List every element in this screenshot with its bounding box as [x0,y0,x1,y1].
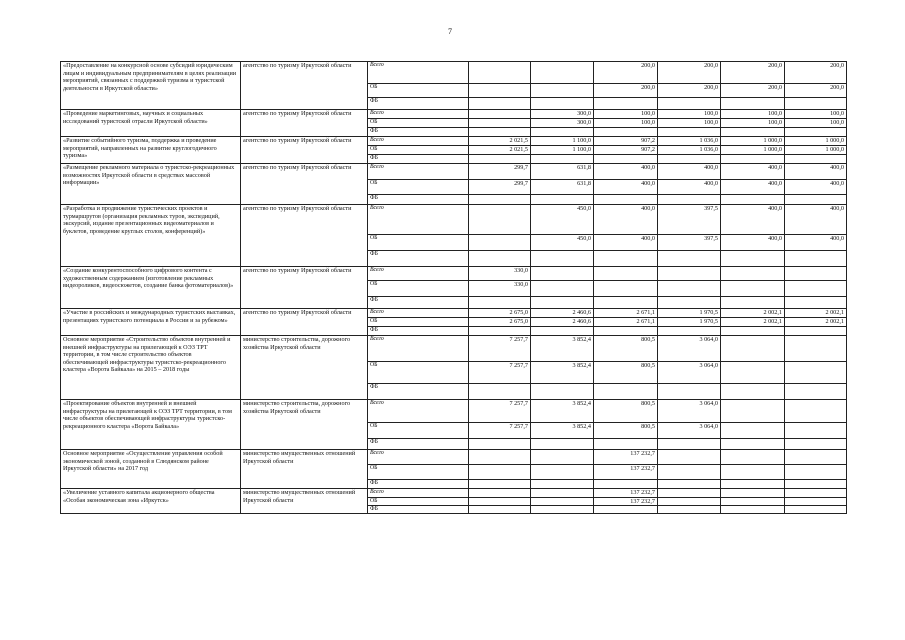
amount-cell [469,128,531,137]
funding-source: ФБ [368,506,469,514]
amount-cell: 1 000,0 [785,146,847,155]
amount-cell [531,267,594,281]
amount-cell: 3 064,0 [658,336,721,362]
amount-cell [469,195,531,205]
funding-source: ФБ [368,128,469,137]
amount-cell: 800,5 [594,362,658,384]
amount-cell [594,281,658,297]
amount-cell [721,195,785,205]
funding-source: Всего [368,62,469,84]
amount-cell [531,84,594,98]
activity-name: «Развитие событийного туризма, поддержка и проведение мероприятий, направленных на развитие круглогодичного туризма» [61,137,241,164]
amount-cell [658,128,721,137]
executor: министерство имущественных отношений Иркутской области [241,489,368,514]
amount-cell [721,327,785,336]
amount-cell [721,480,785,489]
amount-cell [658,251,721,267]
amount-cell [469,497,531,506]
executor: агентство по туризму Иркутской области [241,62,368,110]
funding-source: ФБ [368,439,469,450]
amount-cell: 631,8 [531,164,594,180]
amount-cell [531,465,594,480]
funding-source: ОБ [368,235,469,251]
funding-source: ОБ [368,84,469,98]
amount-cell [469,84,531,98]
table-row [61,336,847,362]
amount-cell: 137 232,7 [594,497,658,506]
amount-cell [721,336,785,362]
amount-cell: 200,0 [594,84,658,98]
funding-source: ФБ [368,384,469,400]
amount-cell: 200,0 [785,62,847,84]
amount-cell [785,450,847,465]
amount-cell [785,362,847,384]
amount-cell [658,297,721,309]
amount-cell [531,155,594,164]
amount-cell [785,297,847,309]
amount-cell: 2 002,1 [721,309,785,318]
executor: агентство по туризму Иркутской области [241,137,368,164]
amount-cell [658,98,721,110]
amount-cell [594,384,658,400]
amount-cell: 200,0 [785,84,847,98]
table-row [61,489,847,498]
amount-cell: 400,0 [721,235,785,251]
amount-cell [721,384,785,400]
amount-cell: 330,0 [469,267,531,281]
amount-cell: 400,0 [658,180,721,195]
executor: агентство по туризму Иркутской области [241,205,368,267]
amount-cell [658,384,721,400]
amount-cell: 400,0 [785,164,847,180]
amount-cell: 137 232,7 [594,489,658,498]
activity-name: «Размещение рекламного материала о туристско-рекреационных возможностях Иркутской области в средствах массовой информации» [61,164,241,205]
amount-cell: 7 257,7 [469,336,531,362]
amount-cell: 1 000,0 [721,137,785,146]
amount-cell: 100,0 [594,110,658,119]
table-row [61,137,847,146]
amount-cell: 200,0 [721,62,785,84]
amount-cell [469,155,531,164]
activity-name: Основное мероприятие «Строительство объектов внутренней и внешней инфраструктуры на прилегающей к ОЭЗ ТРТ территории, в том числе строительство объектов обеспечивающей инфраструктуры туристско-рекреационного кластера «Ворота Байкала» на 2015 – 2018 годы [61,336,241,400]
amount-cell [785,465,847,480]
funding-source: Всего [368,164,469,180]
amount-cell: 299,7 [469,164,531,180]
amount-cell [721,497,785,506]
table-body [61,62,847,514]
table-row [61,62,847,84]
amount-cell [531,297,594,309]
activity-name: «Проектирование объектов внутренней и внешней инфраструктуры на прилегающей к ОЭЗ ТРТ территории, в том числе объектов обеспечивающей инфраструктуры туристско-рекреационного кластера «Ворота Байкала» [61,400,241,450]
amount-cell [469,506,531,514]
amount-cell: 330,0 [469,281,531,297]
executor: агентство по туризму Иркутской области [241,164,368,205]
funding-source: Всего [368,137,469,146]
amount-cell: 631,8 [531,180,594,195]
amount-cell [721,450,785,465]
amount-cell [594,251,658,267]
amount-cell [721,98,785,110]
amount-cell: 2 460,6 [531,309,594,318]
amount-cell [785,251,847,267]
amount-cell: 907,2 [594,146,658,155]
amount-cell: 400,0 [594,164,658,180]
table-row [61,450,847,465]
amount-cell: 400,0 [594,180,658,195]
amount-cell: 3 852,4 [531,336,594,362]
amount-cell: 7 257,7 [469,362,531,384]
amount-cell: 2 021,5 [469,146,531,155]
amount-cell [531,281,594,297]
amount-cell: 907,2 [594,137,658,146]
funding-source: ФБ [368,155,469,164]
amount-cell: 100,0 [658,110,721,119]
amount-cell [785,480,847,489]
amount-cell: 3 064,0 [658,400,721,423]
amount-cell: 450,0 [531,205,594,235]
amount-cell [469,480,531,489]
amount-cell [785,384,847,400]
amount-cell [721,128,785,137]
funding-source: ОБ [368,119,469,128]
amount-cell [785,506,847,514]
amount-cell [531,98,594,110]
activity-name: Основное мероприятие «Осуществление управления особой экономической зоной, созданной в Слюдянском районе Иркутской области» на 2017 год [61,450,241,489]
activity-name: «Разработка и продвижение туристических проектов и турмаршрутов (организация рекламных туров, экспедиций, экскурсий, издание презентационных видеоматериалов и буклетов, проведение круглых столов, конференций)» [61,205,241,267]
amount-cell: 2 460,6 [531,318,594,327]
amount-cell [469,110,531,119]
amount-cell: 1 100,0 [531,137,594,146]
funding-source: ФБ [368,195,469,205]
amount-cell [658,281,721,297]
amount-cell [785,497,847,506]
amount-cell [658,489,721,498]
amount-cell [658,267,721,281]
amount-cell [785,423,847,439]
funding-source: ОБ [368,146,469,155]
table-row [61,309,847,318]
amount-cell [658,327,721,336]
amount-cell [658,450,721,465]
amount-cell: 1 000,0 [721,146,785,155]
funding-source: Всего [368,309,469,318]
activity-name: «Предоставление на конкурсной основе субсидий юридическим лицам и индивидуальным предпринимателям в целях реализации мероприятий, связанных с поддержкой туризма и туристской деятельности в Иркутской области» [61,62,241,110]
amount-cell [658,195,721,205]
funding-source: ОБ [368,180,469,195]
amount-cell [469,119,531,128]
activity-name: «Увеличение уставного капитала акционерного общества «Особая экономическая зона «Иркутск» [61,489,241,514]
amount-cell [469,439,531,450]
amount-cell: 3 852,4 [531,423,594,439]
amount-cell: 3 064,0 [658,423,721,439]
amount-cell [594,155,658,164]
amount-cell: 1 970,5 [658,318,721,327]
amount-cell [531,327,594,336]
amount-cell [469,384,531,400]
amount-cell: 2 671,1 [594,309,658,318]
amount-cell: 2 002,1 [785,318,847,327]
executor: агентство по туризму Иркутской области [241,309,368,336]
amount-cell: 400,0 [785,180,847,195]
amount-cell [469,98,531,110]
amount-cell: 1 000,0 [785,137,847,146]
amount-cell: 800,5 [594,336,658,362]
amount-cell [658,497,721,506]
amount-cell [531,450,594,465]
amount-cell [594,506,658,514]
executor: министерство строительства, дорожного хозяйства Иркутской области [241,400,368,450]
amount-cell [469,327,531,336]
amount-cell [531,506,594,514]
amount-cell: 1 036,0 [658,137,721,146]
funding-source: Всего [368,450,469,465]
amount-cell: 2 002,1 [721,318,785,327]
amount-cell: 400,0 [785,235,847,251]
funding-source: ФБ [368,251,469,267]
amount-cell [721,439,785,450]
amount-cell: 2 675,0 [469,309,531,318]
amount-cell [594,439,658,450]
amount-cell [785,327,847,336]
amount-cell: 450,0 [531,235,594,251]
amount-cell: 2 021,5 [469,137,531,146]
amount-cell [594,128,658,137]
amount-cell: 400,0 [785,205,847,235]
funding-source: ОБ [368,497,469,506]
amount-cell: 3 852,4 [531,362,594,384]
table-row [61,110,847,119]
amount-cell [594,98,658,110]
amount-cell: 300,0 [531,119,594,128]
amount-cell [658,465,721,480]
amount-cell [469,465,531,480]
amount-cell [531,480,594,489]
funding-source: ФБ [368,297,469,309]
amount-cell [469,235,531,251]
amount-cell [721,267,785,281]
activity-name: «Проведение маркетинговых, научных и социальных исследований туристской отрасли Иркутской области» [61,110,241,137]
amount-cell [531,439,594,450]
amount-cell [721,281,785,297]
funding-source: ФБ [368,480,469,489]
amount-cell [785,128,847,137]
table-row [61,267,847,281]
amount-cell [658,480,721,489]
amount-cell [594,480,658,489]
amount-cell [721,489,785,498]
amount-cell [658,439,721,450]
executor: агентство по туризму Иркутской области [241,267,368,309]
amount-cell: 1 970,5 [658,309,721,318]
amount-cell [531,497,594,506]
amount-cell: 7 257,7 [469,400,531,423]
amount-cell [721,400,785,423]
amount-cell: 2 671,1 [594,318,658,327]
amount-cell [785,281,847,297]
amount-cell: 200,0 [658,84,721,98]
amount-cell [531,489,594,498]
amount-cell [721,251,785,267]
amount-cell: 137 232,7 [594,465,658,480]
amount-cell [785,267,847,281]
amount-cell: 137 232,7 [594,450,658,465]
amount-cell: 400,0 [594,205,658,235]
amount-cell [469,450,531,465]
funding-source: Всего [368,489,469,498]
amount-cell: 3 852,4 [531,400,594,423]
amount-cell [531,62,594,84]
amount-cell [594,267,658,281]
amount-cell: 400,0 [721,164,785,180]
amount-cell [785,98,847,110]
funding-source: ОБ [368,362,469,384]
page-number: 7 [448,27,452,36]
amount-cell: 400,0 [721,205,785,235]
amount-cell: 1 100,0 [531,146,594,155]
amount-cell: 200,0 [658,62,721,84]
amount-cell [785,336,847,362]
funding-source: Всего [368,110,469,119]
amount-cell: 800,5 [594,423,658,439]
amount-cell [721,506,785,514]
amount-cell: 1 036,0 [658,146,721,155]
funding-source: ФБ [368,98,469,110]
amount-cell [721,423,785,439]
table-row [61,400,847,423]
amount-cell [531,195,594,205]
amount-cell [594,297,658,309]
funding-source: ОБ [368,318,469,327]
table-row [61,164,847,180]
amount-cell: 200,0 [594,62,658,84]
amount-cell [469,489,531,498]
amount-cell: 400,0 [658,164,721,180]
amount-cell [785,195,847,205]
amount-cell: 100,0 [785,119,847,128]
funding-source: Всего [368,267,469,281]
funding-source: Всего [368,205,469,235]
amount-cell: 300,0 [531,110,594,119]
amount-cell [721,297,785,309]
amount-cell: 7 257,7 [469,423,531,439]
funding-source: ОБ [368,281,469,297]
activity-name: «Создание конкурентоспособного цифрового контента с художественным содержанием (изготовление рекламных видеороликов, видеосюжетов, создание банка фотоматериалов)» [61,267,241,309]
amount-cell: 299,7 [469,180,531,195]
amount-cell [469,205,531,235]
funding-source: Всего [368,336,469,362]
amount-cell [469,251,531,267]
budget-table [60,61,847,514]
funding-source: ФБ [368,327,469,336]
amount-cell [721,465,785,480]
executor: министерство имущественных отношений Иркутской области [241,450,368,489]
amount-cell [721,155,785,164]
executor: министерство строительства, дорожного хозяйства Иркутской области [241,336,368,400]
amount-cell: 100,0 [594,119,658,128]
amount-cell: 397,5 [658,205,721,235]
amount-cell: 800,5 [594,400,658,423]
amount-cell: 400,0 [594,235,658,251]
amount-cell [785,489,847,498]
amount-cell: 100,0 [721,110,785,119]
amount-cell [785,439,847,450]
amount-cell [531,128,594,137]
amount-cell [785,400,847,423]
amount-cell: 400,0 [721,180,785,195]
amount-cell: 200,0 [721,84,785,98]
amount-cell [594,327,658,336]
amount-cell [594,195,658,205]
amount-cell [531,251,594,267]
amount-cell [658,155,721,164]
table-row [61,205,847,235]
funding-source: Всего [368,400,469,423]
amount-cell: 3 064,0 [658,362,721,384]
amount-cell [531,384,594,400]
amount-cell: 100,0 [658,119,721,128]
amount-cell [721,362,785,384]
amount-cell: 100,0 [785,110,847,119]
funding-source: ОБ [368,423,469,439]
amount-cell [469,62,531,84]
amount-cell: 2 675,0 [469,318,531,327]
amount-cell: 397,5 [658,235,721,251]
amount-cell [469,297,531,309]
executor: агентство по туризму Иркутской области [241,110,368,137]
amount-cell [658,506,721,514]
activity-name: «Участие в российских и международных туристских выставках, презентациях туристского потенциала в России и за рубежом» [61,309,241,336]
funding-source: ОБ [368,465,469,480]
amount-cell: 2 002,1 [785,309,847,318]
amount-cell: 100,0 [721,119,785,128]
amount-cell [785,155,847,164]
